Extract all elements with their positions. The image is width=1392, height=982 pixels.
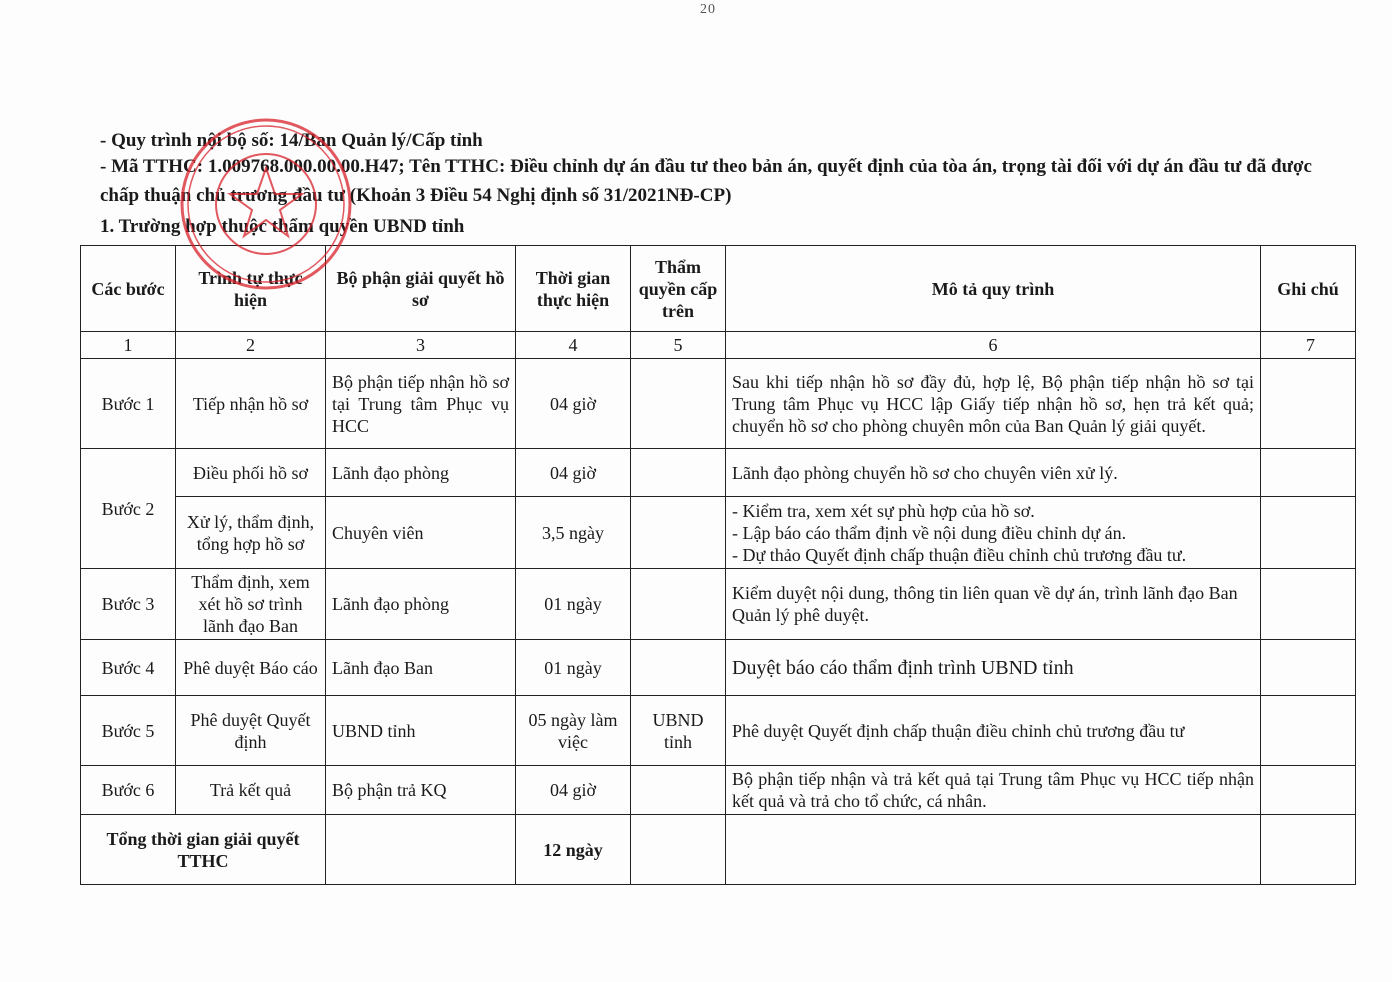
procedure-table: [80, 245, 1356, 885]
note-cell: [1261, 696, 1356, 766]
procedure-number: - Quy trình nội bộ số: 14/Ban Quản lý/Cấp tỉnh: [100, 130, 483, 151]
authority-cell: [631, 766, 726, 815]
header-row: [81, 246, 1356, 332]
step-cell: Bước 6: [81, 766, 176, 815]
description-cell: Phê duyệt Quyết định chấp thuận điều chỉnh chủ trương đầu tư: [726, 696, 1261, 766]
action-cell: Phê duyệt Quyết định: [176, 696, 326, 766]
action-cell: Tiếp nhận hồ sơ: [176, 359, 326, 449]
authority-cell: [631, 449, 726, 497]
col-header-time: Thời gian thực hiện: [516, 246, 631, 332]
department-cell: UBND tỉnh: [326, 696, 516, 766]
note-cell: [1261, 640, 1356, 696]
step-cell: Bước 3: [81, 569, 176, 640]
action-cell: Thẩm định, xem xét hồ sơ trình lãnh đạo Ban: [176, 569, 326, 640]
authority-cell: [631, 569, 726, 640]
total-empty-cell: [1261, 815, 1356, 885]
description-cell: Kiểm duyệt nội dung, thông tin liên quan về dự án, trình lãnh đạo Ban Quản lý phê duyệt.: [726, 569, 1261, 640]
procedure-code-title: - Mã TTHC: 1.009768.000.00.00.H47; Tên TTHC: Điều chỉnh dự án đầu tư theo bản án, quyết định của tòa án, trọng tài đối với dự án đầu tư đã được chấp thuận chủ trương đầu tư (Khoản 3 Điều 54 Nghị định số 31/2021NĐ-CP): [100, 156, 1312, 206]
note-cell: [1261, 359, 1356, 449]
table-row: [81, 766, 1356, 815]
action-cell: Trả kết quả: [176, 766, 326, 815]
description-cell: Lãnh đạo phòng chuyển hồ sơ cho chuyên viên xử lý.: [726, 449, 1261, 497]
step-cell: Bước 4: [81, 640, 176, 696]
authority-cell: UBND tỉnh: [631, 696, 726, 766]
note-cell: [1261, 497, 1356, 569]
department-cell: Chuyên viên: [326, 497, 516, 569]
col-header-department: Bộ phận giải quyết hồ sơ: [326, 246, 516, 332]
department-cell: Lãnh đạo phòng: [326, 449, 516, 497]
table-row: [81, 497, 1356, 569]
col-number: 3: [326, 332, 516, 359]
note-cell: [1261, 569, 1356, 640]
authority-cell: [631, 640, 726, 696]
col-header-description: Mô tả quy trình: [726, 246, 1261, 332]
description-cell: [726, 497, 1261, 569]
description-line: - Lập báo cáo thẩm định về nội dung điều chỉnh dự án.: [732, 522, 1127, 543]
department-cell: Bộ phận tiếp nhận hồ sơ tại Trung tâm Phục vụ HCC: [326, 359, 516, 449]
col-header-steps: Các bước: [81, 246, 176, 332]
total-label: Tổng thời gian giải quyết TTHC: [81, 815, 326, 885]
col-header-sequence: Trình tự thực hiện: [176, 246, 326, 332]
department-cell: Bộ phận trả KQ: [326, 766, 516, 815]
step-cell: Bước 1: [81, 359, 176, 449]
time-cell: 04 giờ: [516, 359, 631, 449]
total-empty-cell: [326, 815, 516, 885]
table-row: [81, 696, 1356, 766]
col-number: 5: [631, 332, 726, 359]
col-number: 2: [176, 332, 326, 359]
action-cell: Điều phối hồ sơ: [176, 449, 326, 497]
col-number: 6: [726, 332, 1261, 359]
action-cell: Phê duyệt Báo cáo: [176, 640, 326, 696]
description-cell: Bộ phận tiếp nhận và trả kết quả tại Trung tâm Phục vụ HCC tiếp nhận kết quả và trả cho tổ chức, cá nhân.: [726, 766, 1261, 815]
time-cell: 3,5 ngày: [516, 497, 631, 569]
table-row: [81, 359, 1356, 449]
note-cell: [1261, 766, 1356, 815]
col-header-note: Ghi chú: [1261, 246, 1356, 332]
section-title: 1. Trường hợp thuộc thẩm quyền UBND tỉnh: [100, 216, 465, 237]
table-row: [81, 640, 1356, 696]
authority-cell: [631, 359, 726, 449]
time-cell: 04 giờ: [516, 449, 631, 497]
col-number: 7: [1261, 332, 1356, 359]
department-cell: Lãnh đạo Ban: [326, 640, 516, 696]
total-empty-cell: [631, 815, 726, 885]
time-cell: 04 giờ: [516, 766, 631, 815]
description-line: - Dự thảo Quyết định chấp thuận điều chỉnh chủ trương đầu tư.: [732, 544, 1187, 565]
col-number: 4: [516, 332, 631, 359]
total-empty-cell: [726, 815, 1261, 885]
action-cell: Xử lý, thẩm định, tổng hợp hồ sơ: [176, 497, 326, 569]
total-time: 12 ngày: [516, 815, 631, 885]
total-row: [81, 815, 1356, 885]
note-cell: [1261, 449, 1356, 497]
table-row: [81, 569, 1356, 640]
step-cell: Bước 2: [81, 449, 176, 569]
description-cell: Duyệt báo cáo thẩm định trình UBND tỉnh: [726, 640, 1261, 696]
time-cell: 01 ngày: [516, 569, 631, 640]
department-cell: Lãnh đạo phòng: [326, 569, 516, 640]
description-cell: Sau khi tiếp nhận hồ sơ đầy đủ, hợp lệ, Bộ phận tiếp nhận hồ sơ tại Trung tâm Phục vụ HCC lập Giấy tiếp nhận hồ sơ, hẹn trả kết quả; chuyển hồ sơ cho phòng chuyên môn của Ban Quản lý giải quyết.: [726, 359, 1261, 449]
col-number: 1: [81, 332, 176, 359]
page-number: 20: [700, 2, 716, 17]
description-line: - Kiểm tra, xem xét sự phù hợp của hồ sơ.: [732, 500, 1035, 521]
time-cell: 05 ngày làm việc: [516, 696, 631, 766]
authority-cell: [631, 497, 726, 569]
table-row: [81, 449, 1356, 497]
column-number-row: [81, 332, 1356, 359]
time-cell: 01 ngày: [516, 640, 631, 696]
step-cell: Bước 5: [81, 696, 176, 766]
col-header-authority: Thẩm quyền cấp trên: [631, 246, 726, 332]
